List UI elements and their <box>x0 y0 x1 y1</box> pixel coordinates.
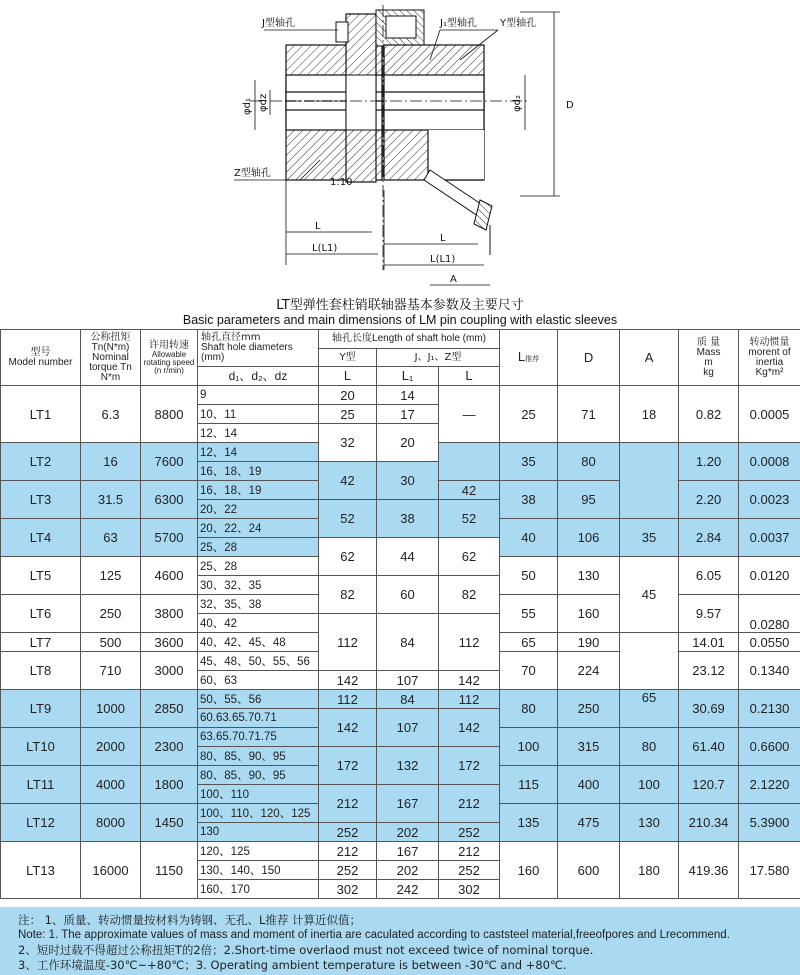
header-col-l: L <box>319 367 377 386</box>
table-cell: 120、125 <box>198 842 319 861</box>
table-cell: 10、11 <box>198 405 319 424</box>
header-mass: 质 量 Mass m kg <box>679 330 739 386</box>
header-jjz-type: J、J₁、Z型 <box>377 349 500 367</box>
table-cell: LT8 <box>1 652 81 690</box>
table-cell: 115 <box>500 766 558 804</box>
table-cell: 4600 <box>141 557 198 595</box>
table-cell: 16、18、19 <box>198 481 319 500</box>
table-cell: — <box>439 386 500 443</box>
coupling-drawing <box>0 0 800 290</box>
table-cell: 8000 <box>81 804 141 842</box>
table-cell-empty <box>439 443 500 481</box>
table-cell: LT4 <box>1 519 81 557</box>
table-cell: 6.3 <box>81 386 141 443</box>
table-cell: 132 <box>377 747 439 785</box>
table-cell: 2300 <box>141 728 198 766</box>
table-cell: 42 <box>319 462 377 500</box>
table-cell: 44 <box>377 538 439 576</box>
header-l-rec: L推荐 <box>500 330 558 386</box>
label-phi-dz: φdz <box>258 93 269 112</box>
header-y-type: Y型 <box>319 349 377 367</box>
table-cell: 16000 <box>81 842 141 899</box>
table-cell: 302 <box>439 880 500 899</box>
table-cell: 25 <box>500 386 558 443</box>
table-cell: 210.34 <box>679 804 739 842</box>
table-cell: 2.84 <box>679 519 739 557</box>
table-cell: 61.40 <box>679 728 739 766</box>
table-cell: 6300 <box>141 481 198 519</box>
table-cell: 160、170 <box>198 880 319 899</box>
header-col-l1: L₁ <box>377 367 439 386</box>
table-cell: 65 <box>500 633 558 652</box>
table-cell: 2000 <box>81 728 141 766</box>
table-cell: 70 <box>500 652 558 690</box>
table-cell: 500 <box>81 633 141 652</box>
table-cell: 0.0120 <box>739 557 800 595</box>
table-cell: 35 <box>500 443 558 481</box>
table-cell: 100、110 <box>198 785 319 804</box>
table-cell: 0.0005 <box>739 386 800 443</box>
table-cell: 52 <box>439 500 500 538</box>
label-d: D <box>566 100 574 111</box>
table-cell: 112 <box>319 614 377 671</box>
table-cell: 0.82 <box>679 386 739 443</box>
table-cell: 7600 <box>141 443 198 481</box>
table-cell: 35 <box>620 519 679 557</box>
table-cell: 3000 <box>141 652 198 690</box>
table-cell: 250 <box>558 690 620 728</box>
table-cell: 2.1220 <box>739 766 800 804</box>
table-cell: 5.3900 <box>739 804 800 842</box>
header-shaft-len: 轴孔长度Length of shaft hole (mm) <box>319 330 500 349</box>
table-cell: 42 <box>439 481 500 500</box>
table-cell: 62 <box>439 538 500 576</box>
table-cell: 30.69 <box>679 690 739 728</box>
table-cell: 419.36 <box>679 842 739 899</box>
table-cell: 9.57 <box>679 595 739 633</box>
header-speed: 许用转速 Allowable rotating speed (n r/min) <box>141 330 198 386</box>
table-cell: 302 <box>319 880 377 899</box>
notes-box <box>0 907 800 975</box>
table-cell: 45、48、50、55、56 <box>198 652 319 671</box>
table-cell: LT10 <box>1 728 81 766</box>
table-cell: 95 <box>558 481 620 519</box>
table-cell: 17 <box>377 405 439 424</box>
table-cell: 106 <box>558 519 620 557</box>
table-cell: 250 <box>81 595 141 633</box>
table-cell: 6.05 <box>679 557 739 595</box>
table-cell: 0.0550 <box>739 633 800 652</box>
table-cell: 120.7 <box>679 766 739 804</box>
table-cell: 600 <box>558 842 620 899</box>
table-cell: 2850 <box>141 690 198 728</box>
table-cell: 71 <box>558 386 620 443</box>
table-cell: 242 <box>377 880 439 899</box>
table-cell: 1000 <box>81 690 141 728</box>
table-cell: 8800 <box>141 386 198 443</box>
table-cell: 1800 <box>141 766 198 804</box>
table-cell: 130 <box>558 557 620 595</box>
table-cell: LT2 <box>1 443 81 481</box>
table-cell: 14 <box>377 386 439 405</box>
table-cell: 16 <box>81 443 141 481</box>
table-cell: 107 <box>377 709 439 747</box>
label-l-left: L <box>315 221 321 232</box>
table-cell: 160 <box>500 842 558 899</box>
label-phi-d1: φd₁ <box>242 98 253 115</box>
table-cell: 3800 <box>141 595 198 633</box>
table-cell: 125 <box>81 557 141 595</box>
note-line: Note: 1. The approximate values of mass and moment of inertia are caculated according to caststeel material,freeofpores and Lrecommend. <box>18 929 730 941</box>
table-cell: 475 <box>558 804 620 842</box>
table-cell: 212 <box>319 842 377 861</box>
table-cell: 32 <box>319 424 377 462</box>
table-cell: LT7 <box>1 633 81 652</box>
table-cell: 80 <box>620 728 679 766</box>
label-taper: 1:10 <box>330 177 353 188</box>
table-cell: 130 <box>620 804 679 842</box>
table-cell: 38 <box>377 500 439 538</box>
table-cell: 252 <box>319 823 377 842</box>
table-cell: 32、35、38 <box>198 595 319 614</box>
parameters-table <box>0 329 800 899</box>
table-cell: 40、42、45、48 <box>198 633 319 652</box>
table-cell: 3600 <box>141 633 198 652</box>
table-cell: 25、28 <box>198 557 319 576</box>
table-cell: 30 <box>377 462 439 500</box>
table-cell: 112 <box>439 614 500 671</box>
table-cell-empty <box>620 443 679 519</box>
table-cell: 172 <box>319 747 377 785</box>
table-cell: 5700 <box>141 519 198 557</box>
table-cell: 60、63 <box>198 671 319 690</box>
table-row <box>1 386 800 405</box>
title-en: Basic parameters and main dimensions of LM pin coupling with elastic sleeves <box>182 313 618 327</box>
table-cell: 84 <box>377 690 439 709</box>
table-cell: LT6 <box>1 595 81 633</box>
table-cell: 112 <box>319 690 377 709</box>
table-cell: 190 <box>558 633 620 652</box>
table-cell: 400 <box>558 766 620 804</box>
table-cell: 167 <box>377 785 439 823</box>
table-cell: 55 <box>500 595 558 633</box>
table-cell: 160 <box>558 595 620 633</box>
label-z-hole: Z型轴孔 <box>234 168 271 179</box>
label-l-right: L <box>440 233 446 244</box>
header-d: D <box>558 330 620 386</box>
table-cell: 52 <box>319 500 377 538</box>
table-cell: LT5 <box>1 557 81 595</box>
table-cell: 63 <box>81 519 141 557</box>
table-cell: LT12 <box>1 804 81 842</box>
table-cell: 14.01 <box>679 633 739 652</box>
table-cell: 50、55、56 <box>198 690 319 709</box>
table-cell: 142 <box>319 709 377 747</box>
header-model: 型号 Model number <box>1 330 81 386</box>
table-cell: 252 <box>439 861 500 880</box>
table-cell: 17.580 <box>739 842 800 899</box>
table-cell: LT13 <box>1 842 81 899</box>
table-cell: 252 <box>319 861 377 880</box>
table-cell: 50 <box>500 557 558 595</box>
table-cell: LT9 <box>1 690 81 728</box>
table-cell: 40 <box>500 519 558 557</box>
table-cell: 100 <box>620 766 679 804</box>
header-a: A <box>620 330 679 386</box>
table-cell: 252 <box>439 823 500 842</box>
table-cell: 60 <box>377 576 439 614</box>
header-shaft-dia: 轴孔直径mm Shaft hole diameters (mm) <box>198 330 319 367</box>
table-cell: 25、28 <box>198 538 319 557</box>
table-cell: 0.0008 <box>739 443 800 481</box>
label-y-hole: Y型轴孔 <box>500 18 537 29</box>
table-cell: LT1 <box>1 386 81 443</box>
table-cell: 212 <box>319 785 377 823</box>
table-cell: 60.63.65.70.71 <box>198 709 319 728</box>
table-cell: 25 <box>319 405 377 424</box>
header-inertia: 转动惯量 morent of inertia Kg*m² <box>739 330 800 386</box>
table-cell: 112 <box>439 690 500 709</box>
table-cell: 0.6600 <box>739 728 800 766</box>
table-cell: 80 <box>500 690 558 728</box>
table-cell: 20、22 <box>198 500 319 519</box>
table-cell: 23.12 <box>679 652 739 690</box>
table-cell: 130 <box>198 823 319 842</box>
table-cell: 62 <box>319 538 377 576</box>
table-cell: 212 <box>439 842 500 861</box>
label-l-l1-left: L(L1) <box>312 243 338 254</box>
table-cell: 1150 <box>141 842 198 899</box>
note-line: 3、工作环境温度-30℃~+80℃；3. Operating ambient temperature is between -30℃ and +80℃. <box>18 958 567 972</box>
header-col-l2: L <box>439 367 500 386</box>
table-cell: 30、32、35 <box>198 576 319 595</box>
label-l-l1-right: L(L1) <box>430 254 456 265</box>
table-cell: 2.20 <box>679 481 739 519</box>
table-cell: 80 <box>558 443 620 481</box>
table-cell: 82 <box>319 576 377 614</box>
table-cell: 212 <box>439 785 500 823</box>
table-cell: 9 <box>198 386 319 405</box>
table-cell: 202 <box>377 823 439 842</box>
table-cell: 167 <box>377 842 439 861</box>
table-cell: 202 <box>377 861 439 880</box>
table-cell: 100 <box>500 728 558 766</box>
table-cell: 172 <box>439 747 500 785</box>
table-cell: 130、140、150 <box>198 861 319 880</box>
table-cell: 40、42 <box>198 614 319 633</box>
table-cell: 142 <box>439 709 500 747</box>
label-j1-hole: J₁型轴孔 <box>440 18 477 29</box>
table-cell: 84 <box>377 614 439 671</box>
table-cell: 315 <box>558 728 620 766</box>
table-cell: 18 <box>620 386 679 443</box>
table-cell: 20 <box>319 386 377 405</box>
table-cell-empty <box>620 633 679 690</box>
table-cell: 45 <box>620 557 679 633</box>
table-cell: 38 <box>500 481 558 519</box>
table-cell: 1450 <box>141 804 198 842</box>
table-cell: 224 <box>558 652 620 690</box>
table-cell: 142 <box>319 671 377 690</box>
label-a: A <box>450 274 457 285</box>
table-cell: 0.0023 <box>739 481 800 519</box>
table-cell: 65 <box>620 690 679 728</box>
table-cell: 20 <box>377 424 439 462</box>
table-cell: 107 <box>377 671 439 690</box>
table-cell: 80、85、90、95 <box>198 747 319 766</box>
table-cell: 12、14 <box>198 443 319 462</box>
table-cell: 16、18、19 <box>198 462 319 481</box>
table-cell: 82 <box>439 576 500 614</box>
note-line: 2、短时过载不得超过公称扭矩T的2倍；2.Short-time overlaod must not exceed twice of nominal torque. <box>18 943 594 957</box>
table-cell: 100、110、120、125 <box>198 804 319 823</box>
table-cell: 63.65.70.71.75 <box>198 728 319 747</box>
table-cell: 0.0037 <box>739 519 800 557</box>
table-cell: 142 <box>439 671 500 690</box>
table-cell: 180 <box>620 842 679 899</box>
table-cell: 0.1340 <box>739 652 800 690</box>
table-cell: LT3 <box>1 481 81 519</box>
table-cell: 135 <box>500 804 558 842</box>
title-cn: LT型弹性套柱销联轴器基本参数及主要尺寸 <box>276 298 524 313</box>
table-cell: 80、85、90、95 <box>198 766 319 785</box>
table-cell: 4000 <box>81 766 141 804</box>
table-row <box>1 690 800 709</box>
table-row <box>1 842 800 861</box>
table-cell: 12、14 <box>198 424 319 443</box>
table-cell: 1.20 <box>679 443 739 481</box>
table-cell: 31.5 <box>81 481 141 519</box>
table-cell: 0.2130 <box>739 690 800 728</box>
header-torque: 公称扭矩 Tn(N*m) Nominal torque Tn N*m <box>81 330 141 386</box>
note-line: 注： 1、质量、转动惯量按材料为铸钢、无孔、L推荐 计算近似值； <box>18 913 362 927</box>
label-phi-d2: φd₂ <box>512 95 523 112</box>
right-hub <box>384 45 484 180</box>
header-shaft-sym: d₁、d₂、dz <box>198 367 319 386</box>
table-cell: 0.0280 <box>739 595 800 633</box>
label-j-hole: J型轴孔 <box>262 18 295 29</box>
table-cell: LT11 <box>1 766 81 804</box>
table-cell: 20、22、24 <box>198 519 319 538</box>
table-cell: 710 <box>81 652 141 690</box>
